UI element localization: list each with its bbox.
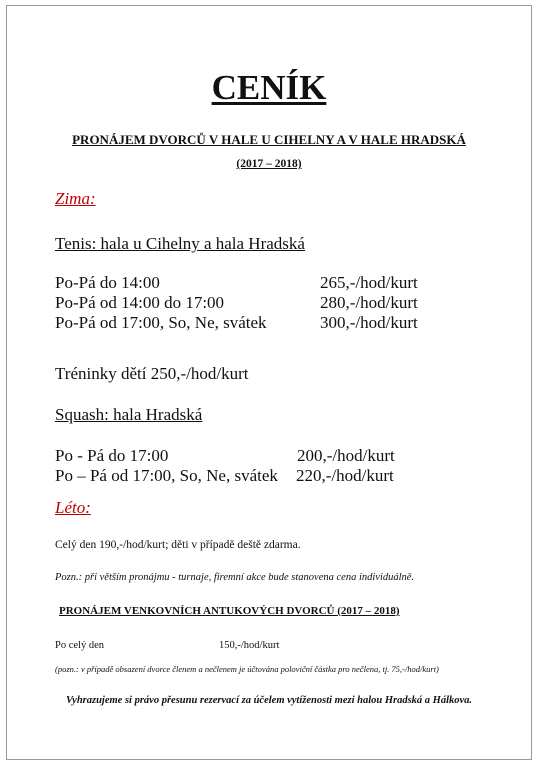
tennis-row-time: Po-Pá od 14:00 do 17:00 bbox=[55, 293, 225, 312]
squash-row-price: 220,-/hod/kurt bbox=[296, 466, 394, 485]
winter-label: Zima: bbox=[55, 189, 96, 208]
tennis-row-price: 280,-/hod/kurt bbox=[320, 293, 418, 312]
price-list-page bbox=[6, 5, 532, 760]
summer-note: Pozn.: při větším pronájmu - turnaje, firemní akce bude stanovena cena individuálně. bbox=[55, 572, 415, 583]
footer-note: Vyhrazujeme si právo přesunu rezervací za účelem vytíženosti mezi halou Hradská a Hálkova. bbox=[65, 695, 473, 706]
squash-row-time: Po - Pá do 17:00 bbox=[55, 446, 169, 465]
outdoor-row-price: 150,-/hod/kurt bbox=[219, 640, 280, 651]
page-subtitle: PRONÁJEM DVORCŮ V HALE U CIHELNY A V HALE HRADSKÁ bbox=[72, 132, 466, 147]
summer-whole-day: Celý den 190,-/hod/kurt; děti v případě deště zdarma. bbox=[55, 539, 301, 551]
kids-training: Tréninky dětí 250,-/hod/kurt bbox=[55, 364, 249, 383]
outdoor-note: (pozn.: v případě obsazení dvorce členem a nečlenem je účtována poloviční částka pro nečlena, tj. 75,-/hod/kurt) bbox=[55, 664, 439, 674]
outdoor-heading: PRONÁJEM VENKOVNÍCH ANTUKOVÝCH DVORCŮ (2017 – 2018) bbox=[59, 605, 400, 617]
squash-row-time: Po – Pá od 17:00, So, Ne, svátek bbox=[55, 466, 278, 485]
page-title: CENÍK bbox=[211, 68, 327, 107]
squash-row-price: 200,-/hod/kurt bbox=[297, 446, 395, 465]
outdoor-row-label: Po celý den bbox=[55, 640, 104, 651]
season-years: (2017 – 2018) bbox=[236, 158, 302, 170]
summer-label: Léto: bbox=[55, 498, 91, 517]
squash-heading: Squash: hala Hradská bbox=[55, 405, 203, 424]
tennis-heading: Tenis: hala u Cihelny a hala Hradská bbox=[55, 234, 305, 253]
tennis-row-price: 265,-/hod/kurt bbox=[320, 273, 418, 292]
tennis-row-time: Po-Pá od 17:00, So, Ne, svátek bbox=[55, 313, 267, 332]
tennis-row-price: 300,-/hod/kurt bbox=[320, 313, 418, 332]
tennis-row-time: Po-Pá do 14:00 bbox=[55, 273, 160, 292]
